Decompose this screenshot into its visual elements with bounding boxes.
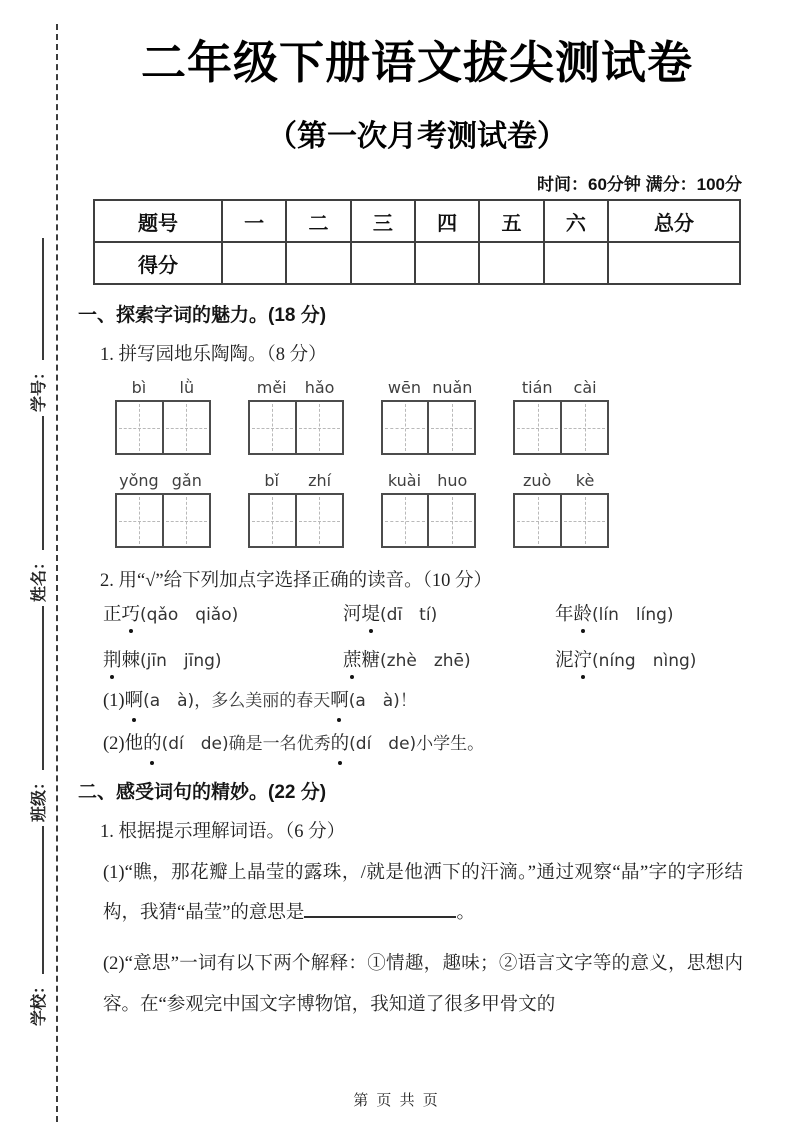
pinyin-syllable: hǎo xyxy=(304,378,335,397)
score-header-cell: 三 xyxy=(351,200,415,242)
tone-choice-words xyxy=(103,600,756,672)
writing-cell xyxy=(383,495,428,546)
score-header-cell: 总分 xyxy=(608,200,740,242)
item-number: (2) xyxy=(103,954,125,975)
score-header-cell: 一 xyxy=(222,200,286,242)
writing-cell xyxy=(117,402,162,453)
pinyin-options: (jīn jīng) xyxy=(140,651,222,671)
student-id-blank-line xyxy=(30,238,44,360)
pinyin-options: (zhè zhē) xyxy=(380,651,471,671)
s2-q1-part1: (1)“瞧，那花瓣上晶莹的露珠，/就是他洒下的汗滴。”通过观察“晶”字的字形结构，我猜“晶莹”的意思是 。 xyxy=(103,862,743,924)
writing-cell xyxy=(560,402,607,453)
student-info-strip xyxy=(14,0,60,1122)
item-number: (2) xyxy=(103,733,125,754)
dotted-character: 的 xyxy=(331,732,350,758)
character-writing-box xyxy=(513,400,609,455)
score-header-cell: 二 xyxy=(286,200,350,242)
pinyin-group xyxy=(248,471,344,548)
dotted-character: 巧 xyxy=(122,600,141,626)
pinyin-syllable: bǐ xyxy=(264,471,279,490)
dotted-character: 荆 xyxy=(103,646,122,672)
score-header-cell: 六 xyxy=(544,200,608,242)
page-footer: 第 页 共 页 xyxy=(353,1092,440,1109)
pinyin-syllable: wēn xyxy=(387,378,421,397)
sidebar-field-student-id-label: 学号： xyxy=(30,363,48,412)
class-blank-line xyxy=(30,606,44,770)
character-writing-box xyxy=(513,493,609,548)
writing-cell xyxy=(383,402,428,453)
pinyin-syllable: lǜ xyxy=(179,378,195,397)
exam-time-score-meta: 时间：60分钟 满分：100分 xyxy=(537,175,742,194)
sidebar-field-school-label: 学校： xyxy=(30,977,48,1026)
score-empty-cell xyxy=(286,242,350,284)
writing-cell xyxy=(427,495,474,546)
s2-q1-label: 1. 根据提示理解词语。（6 分） xyxy=(100,821,346,842)
writing-cell xyxy=(250,402,295,453)
character-writing-box xyxy=(115,493,211,548)
pinyin-writing-row-1 xyxy=(115,378,609,455)
pinyin-group xyxy=(115,471,211,548)
score-header-cell: 题号 xyxy=(94,200,222,242)
score-empty-cell xyxy=(544,242,608,284)
pinyin-syllable: kuài xyxy=(387,471,422,490)
writing-cell xyxy=(117,495,162,546)
pinyin-group xyxy=(115,378,211,455)
s1-q1-label: 1. 拼写园地乐陶陶。（8 分） xyxy=(100,345,327,365)
item-number: (1) xyxy=(103,862,125,883)
pinyin-syllable: tián xyxy=(521,378,553,397)
score-table-header-row xyxy=(94,200,740,242)
pinyin-syllable: kè xyxy=(575,471,595,490)
score-row-label: 得分 xyxy=(94,242,222,284)
writing-cell xyxy=(560,495,607,546)
score-empty-cell xyxy=(608,242,740,284)
s1-q2-label: 2. 用“√”给下列加点字选择正确的读音。（10 分） xyxy=(100,571,492,591)
score-empty-cell xyxy=(351,242,415,284)
section-2-heading: 二、感受词句的精妙。(22 分) xyxy=(78,781,327,803)
dotted-character: 蔗 xyxy=(343,646,362,672)
pinyin-syllable: gǎn xyxy=(171,471,202,490)
dotted-character: 龄 xyxy=(574,600,593,626)
tone-word: 蔗糖(zhè zhē) xyxy=(343,646,555,672)
writing-cell xyxy=(427,402,474,453)
pinyin-group xyxy=(513,378,609,455)
tone-sentence-2: (2)他的(dí de)确是一名优秀的(dí de)小学生。 xyxy=(103,732,756,758)
dotted-character: 啊 xyxy=(125,689,144,715)
pinyin-syllable: měi xyxy=(256,378,287,397)
score-table xyxy=(93,199,741,285)
score-empty-cell xyxy=(479,242,543,284)
name-blank-line xyxy=(30,416,44,550)
writing-cell xyxy=(295,402,342,453)
character-writing-box xyxy=(381,493,477,548)
writing-cell xyxy=(162,402,209,453)
pinyin-options: (lín líng) xyxy=(592,605,674,625)
character-writing-box xyxy=(381,400,477,455)
pinyin-options: (níng nìng) xyxy=(592,651,697,671)
answer-blank-line xyxy=(304,904,456,918)
pinyin-syllable: bì xyxy=(131,378,147,397)
main-content xyxy=(78,0,756,1026)
tone-sentence-1: (1)啊(a à)，多么美丽的春天啊(a à)！ xyxy=(103,689,756,715)
dotted-character: 啊 xyxy=(330,689,349,715)
writing-cell xyxy=(250,495,295,546)
pinyin-writing-row-2 xyxy=(115,471,609,548)
tone-word: 正巧(qǎo qiǎo) xyxy=(103,600,343,626)
pinyin-syllable: yǒng xyxy=(119,471,159,490)
pinyin-group xyxy=(248,378,344,455)
writing-cell xyxy=(162,495,209,546)
s2-q1-part2: (2)“意思”一词有以下两个解释：①情趣，趣味；②语言文字等的意义，思想内容。在“参观完中国文字博物馆，我知道了很多甲骨文的 xyxy=(103,954,743,1015)
pinyin-options: (qǎo qiǎo) xyxy=(140,605,239,625)
score-empty-cell xyxy=(415,242,479,284)
pinyin-options: (dī tí) xyxy=(380,605,438,625)
pinyin-group xyxy=(513,471,609,548)
writing-cell xyxy=(515,495,560,546)
page-subtitle: （第一次月考测试卷） xyxy=(267,120,567,153)
writing-cell xyxy=(515,402,560,453)
page-title: 二年级下册语文拔尖测试卷 xyxy=(140,37,693,88)
pinyin-syllable: nuǎn xyxy=(432,378,473,397)
score-table-score-row xyxy=(94,242,740,284)
character-writing-box xyxy=(248,493,344,548)
sidebar-field-name-label: 姓名： xyxy=(30,553,48,602)
section-1-heading: 一、探索字词的魅力。(18 分) xyxy=(78,305,327,326)
pinyin-syllable: zhí xyxy=(308,471,332,490)
tone-word: 年龄(lín líng) xyxy=(555,600,756,626)
writing-cell xyxy=(295,495,342,546)
pinyin-syllable: zuò xyxy=(523,471,552,490)
pinyin-group xyxy=(381,471,477,548)
school-blank-line xyxy=(30,826,44,974)
dotted-character: 的 xyxy=(143,732,162,758)
tone-word: 泥泞(níng nìng) xyxy=(555,646,756,672)
pinyin-syllable: cài xyxy=(573,378,597,397)
dotted-character: 泞 xyxy=(574,646,593,672)
character-writing-box xyxy=(115,400,211,455)
tone-word: 河堤(dī tí) xyxy=(343,600,555,626)
dotted-character: 堤 xyxy=(362,600,381,626)
pinyin-syllable: huo xyxy=(437,471,468,490)
score-empty-cell xyxy=(222,242,286,284)
sidebar-field-class-label: 班级： xyxy=(30,773,48,822)
pinyin-group xyxy=(381,378,477,455)
character-writing-box xyxy=(248,400,344,455)
tone-word: 荆棘(jīn jīng) xyxy=(103,646,343,672)
score-header-cell: 五 xyxy=(479,200,543,242)
item-number: (1) xyxy=(103,691,125,711)
score-header-cell: 四 xyxy=(415,200,479,242)
